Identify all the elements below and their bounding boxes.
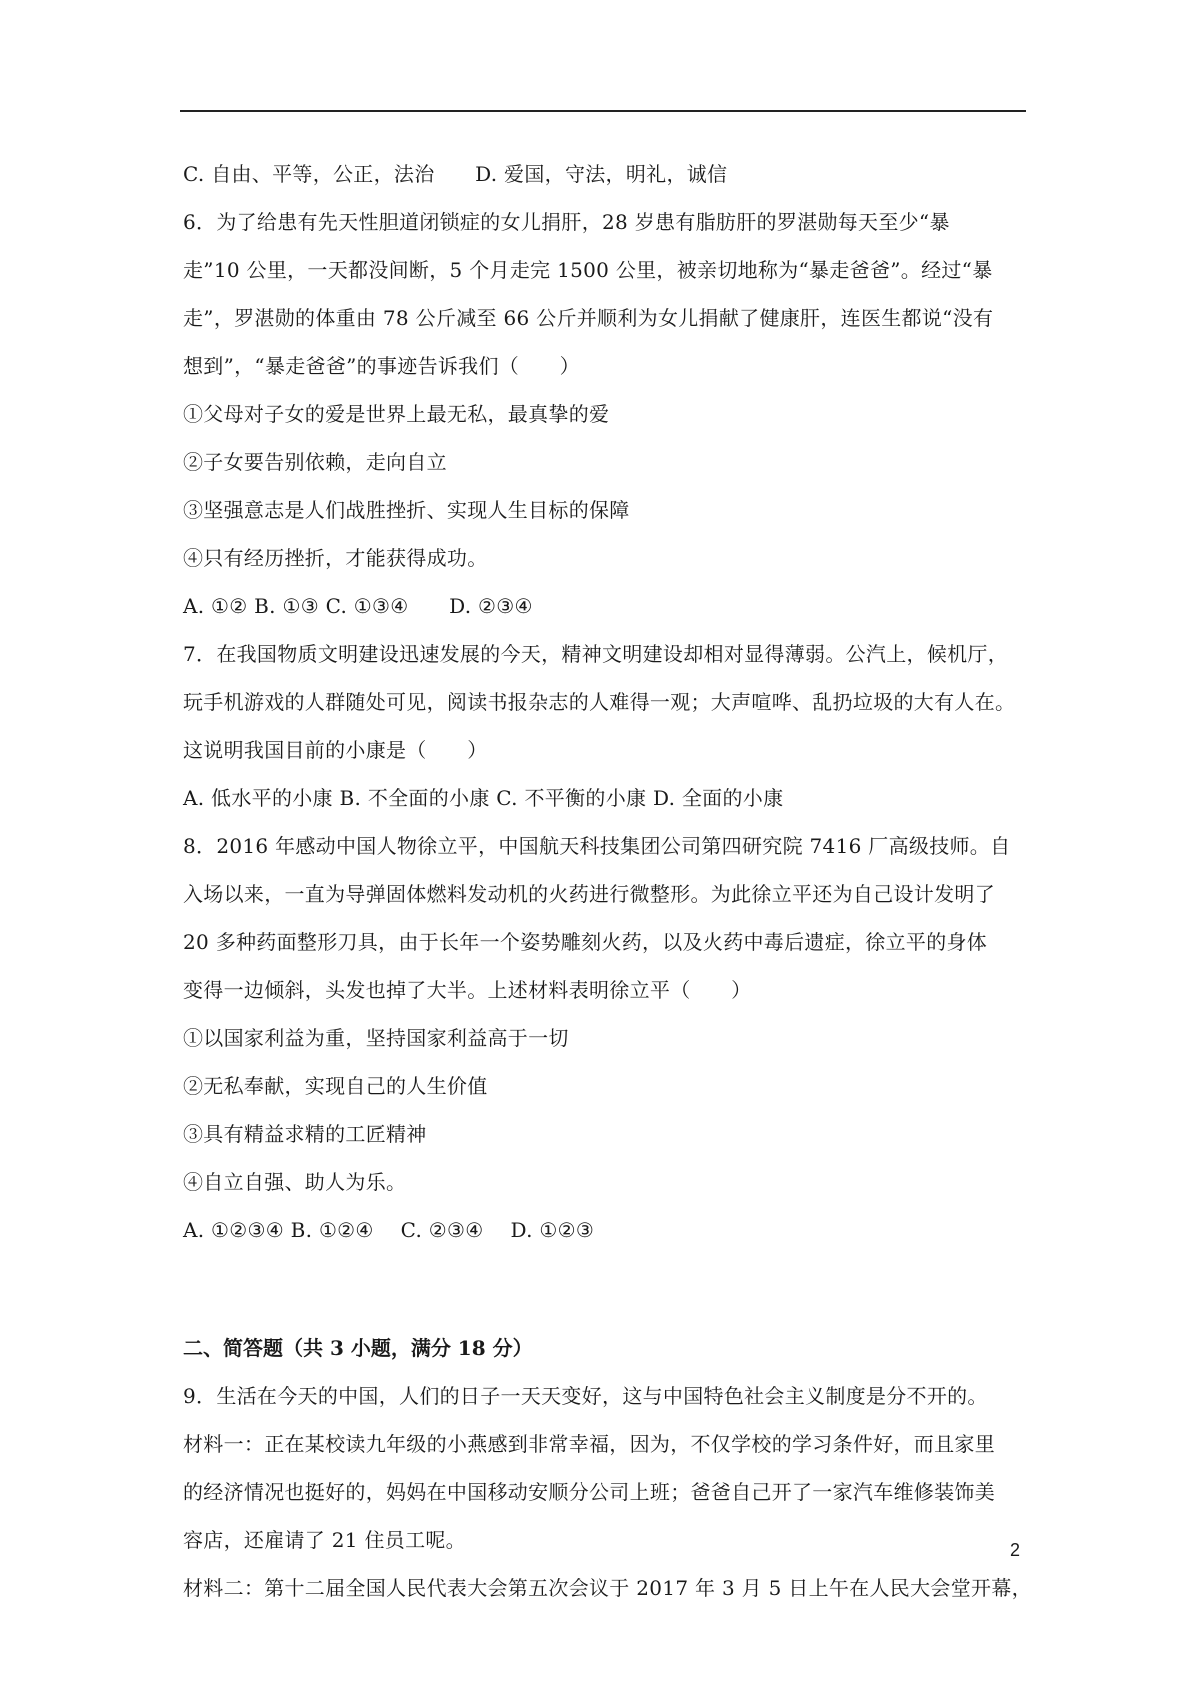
question-8-text: 入场以来，一直为导弹固体燃料发动机的火药进行微整形。为此徐立平还为自己设计发明了 (183, 882, 995, 906)
header-rule (180, 110, 1026, 112)
material-1-text: 材料一：正在某校读九年级的小燕感到非常幸福，因为，不仅学校的学习条件好，而且家里 (183, 1432, 995, 1456)
material-1-text: 容店，还雇请了 21 住员工呢。 (183, 1528, 466, 1552)
section-title: 二、简答题（共 3 小题，满分 18 分） (183, 1336, 533, 1360)
question-6-text: 走”10 公里，一天都没间断，5 个月走完 1500 公里，被亲切地称为“暴走爸爸”。经过“暴 (183, 258, 993, 282)
question-8-text: 20 多种药面整形刀具，由于长年一个姿势雕刻火药，以及火药中毒后遗症，徐立平的身体 (183, 930, 988, 954)
question-8-statement: ③具有精益求精的工匠精神 (183, 1122, 427, 1146)
question-8-text: 8．2016 年感动中国人物徐立平，中国航天科技集团公司第四研究院 7416 厂高级技师。自 (183, 834, 1011, 858)
question-6-statement: ②子女要告别依赖，走向自立 (183, 450, 447, 474)
material-1-text: 的经济情况也挺好的，妈妈在中国移动安顺分公司上班；爸爸自己开了一家汽车维修装饰美 (183, 1480, 995, 1504)
question-6-text: 走”，罗湛勋的体重由 78 公斤减至 66 公斤并顺利为女儿捐献了健康肝，连医生都说“没有 (183, 306, 994, 330)
question-9-text: 9．生活在今天的中国，人们的日子一天天变好，这与中国特色社会主义制度是分不开的。 (183, 1384, 988, 1408)
question-6-statement: ④只有经历挫折，才能获得成功。 (183, 546, 488, 570)
question-7-text: 这说明我国目前的小康是（ ） (183, 738, 488, 762)
question-8-statement: ②无私奉献，实现自己的人生价值 (183, 1074, 488, 1098)
question-8-text: 变得一边倾斜，头发也掉了大半。上述材料表明徐立平（ ） (183, 978, 752, 1002)
question-8-statement: ④自立自强、助人为乐。 (183, 1170, 407, 1194)
question-6-statement: ③坚强意志是人们战胜挫折、实现人生目标的保障 (183, 498, 630, 522)
option-line: C. 自由、平等，公正，法治 D. 爱国，守法，明礼，诚信 (183, 162, 728, 186)
question-6-text: 想到”，“暴走爸爸”的事迹告诉我们（ ） (183, 354, 580, 378)
question-6-options: A. ①② B. ①③ C. ①③④ D. ②③④ (183, 594, 533, 618)
question-7-options: A. 低水平的小康 B. 不全面的小康 C. 不平衡的小康 D. 全面的小康 (183, 786, 784, 810)
material-2-text: 材料二：第十二届全国人民代表大会第五次会议于 2017 年 3 月 5 日上午在人民大会堂开幕， (183, 1576, 1032, 1600)
question-8-options: A. ①②③④ B. ①②④ C. ②③④ D. ①②③ (183, 1218, 595, 1242)
question-7-text: 玩手机游戏的人群随处可见，阅读书报杂志的人难得一观；大声喧哗、乱扔垃圾的大有人在。 (183, 690, 1016, 714)
page-content (183, 150, 1032, 1612)
question-7-text: 7．在我国物质文明建设迅速发展的今天，精神文明建设却相对显得薄弱。公汽上，候机厅， (183, 642, 1009, 666)
question-6-text: 6．为了给患有先天性胆道闭锁症的女儿捐肝，28 岁患有脂肪肝的罗湛勋每天至少“暴 (183, 210, 950, 234)
question-6-statement: ①父母对子女的爱是世界上最无私，最真挚的爱 (183, 402, 610, 426)
question-8-statement: ①以国家利益为重，坚持国家利益高于一切 (183, 1026, 569, 1050)
section-gap (183, 1254, 1028, 1324)
page-number: 2 (1009, 1540, 1020, 1560)
